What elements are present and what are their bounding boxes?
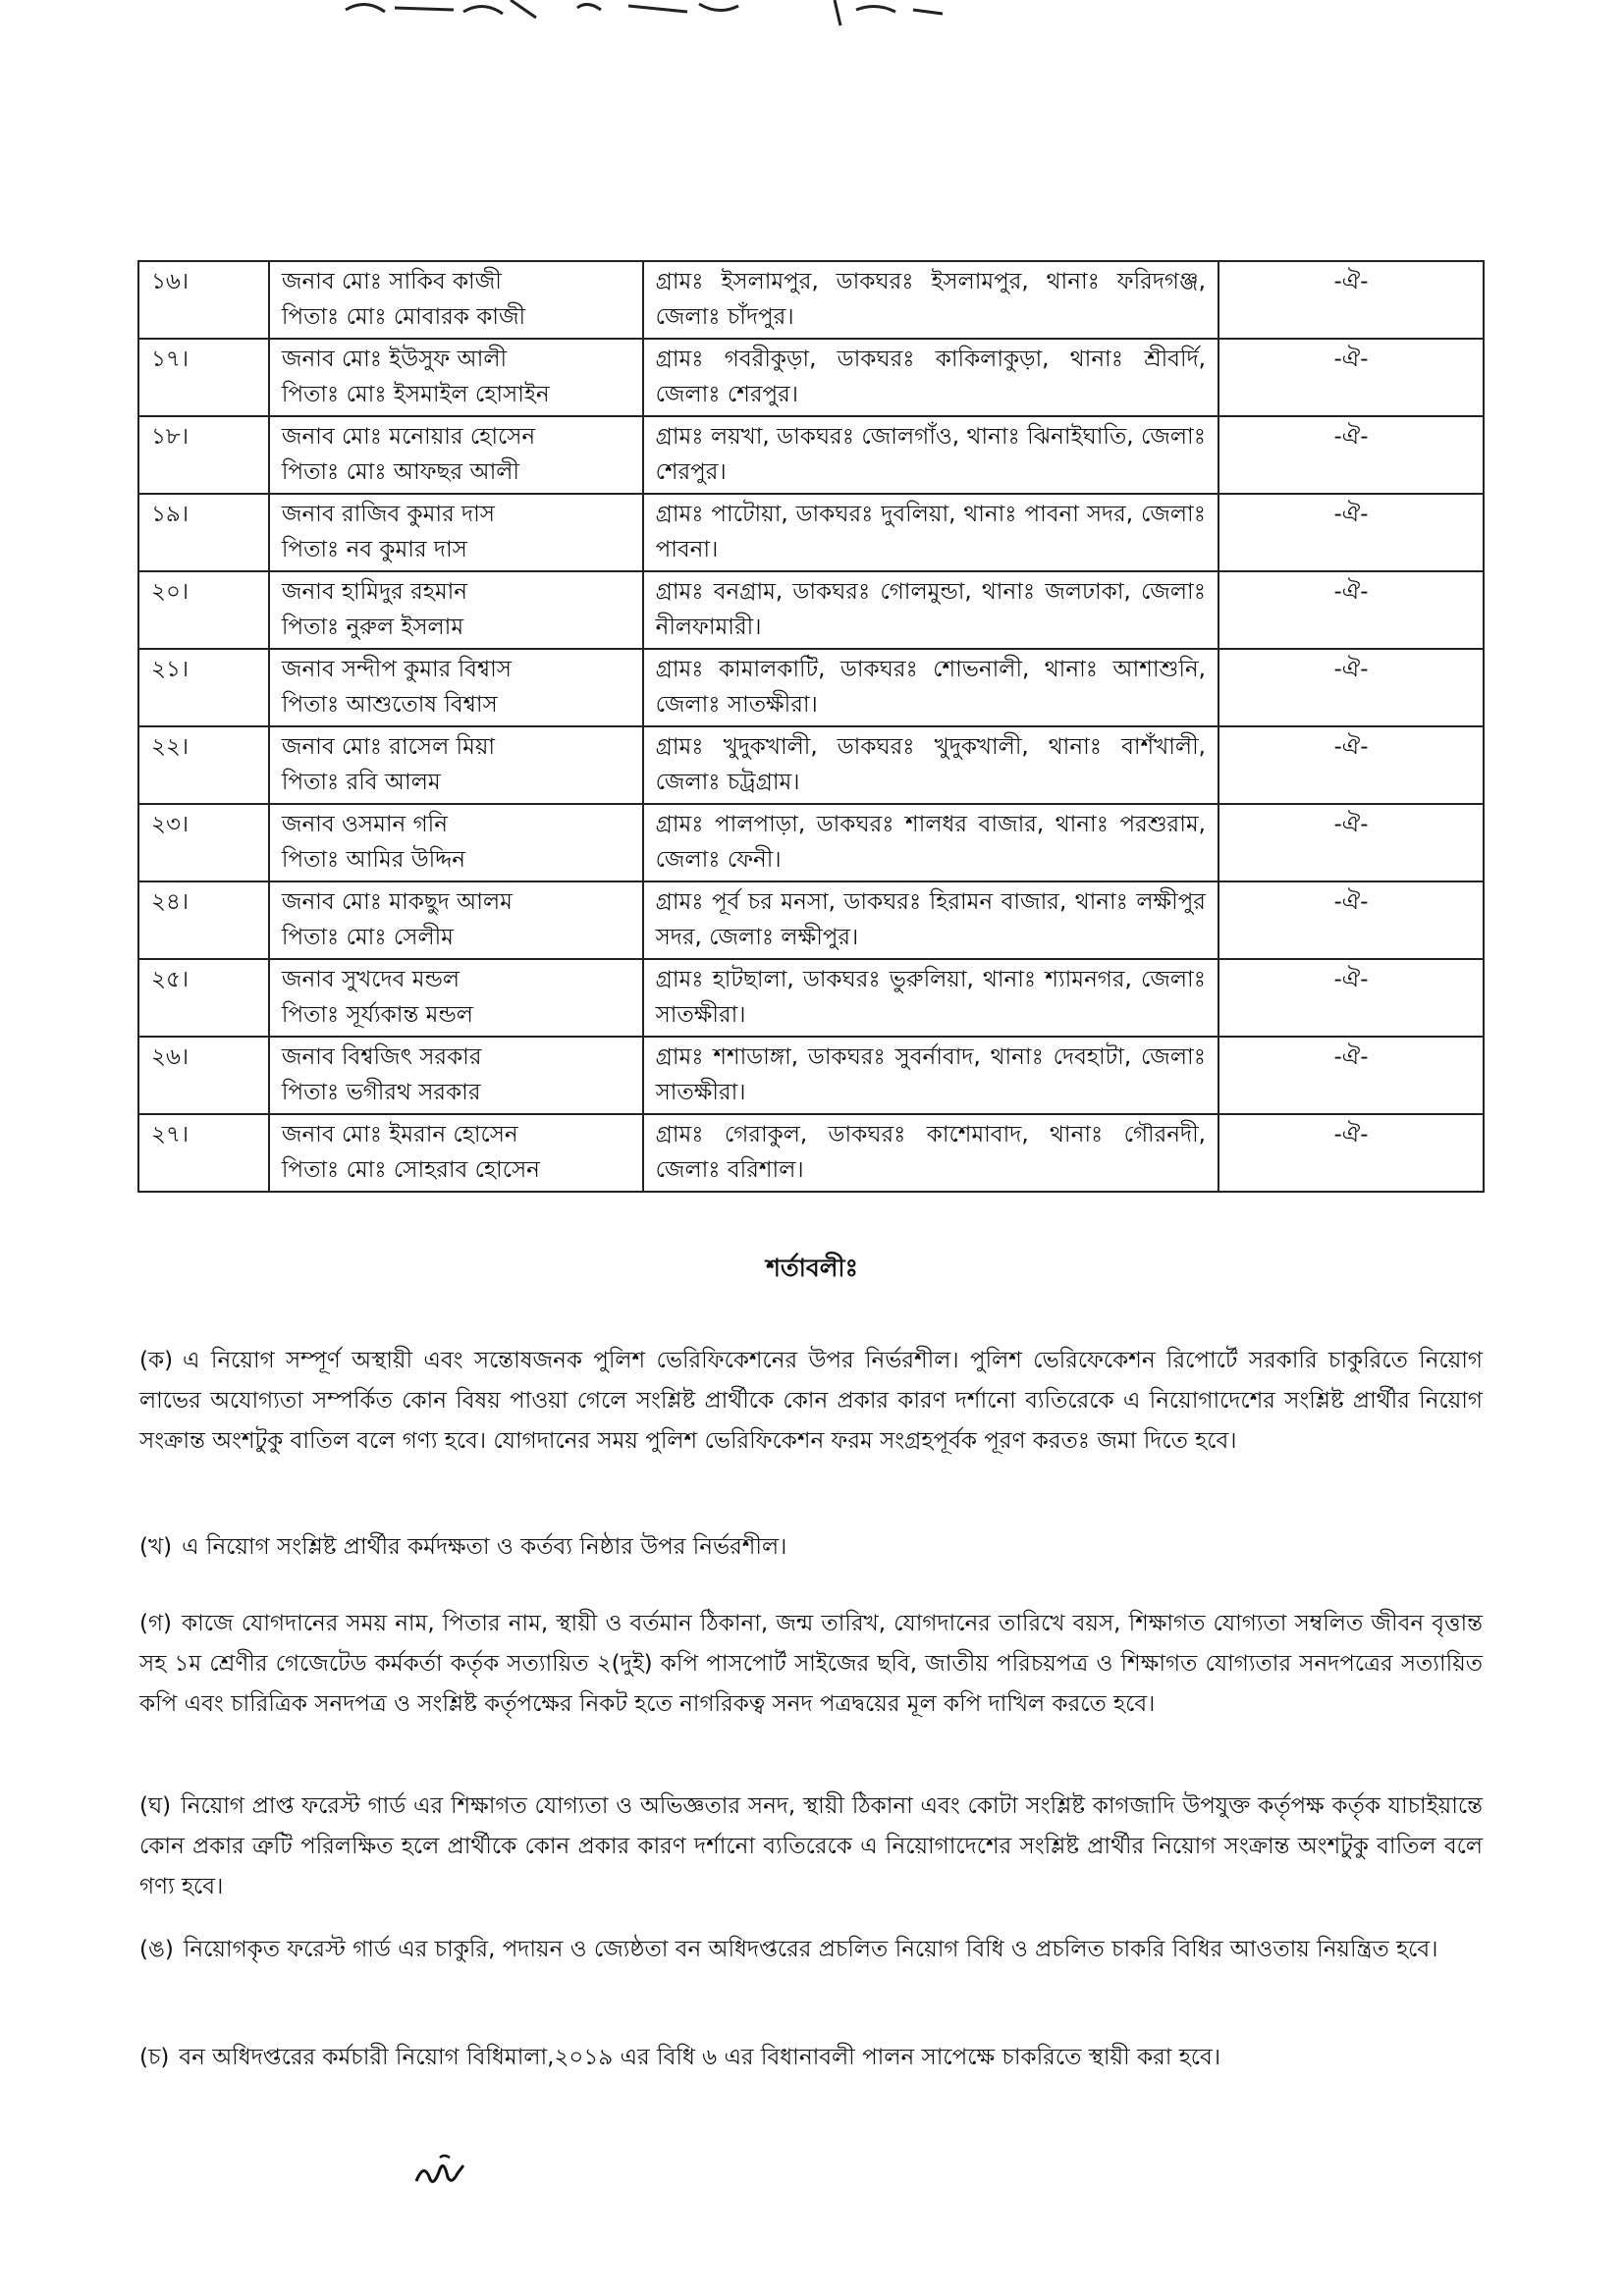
table-row	[138, 261, 1484, 339]
candidate-name: জনাব হামিদুর রহমান	[281, 579, 468, 605]
remark-cell: -ঐ-	[1218, 804, 1484, 881]
condition-marker: (ঙ)	[139, 1937, 174, 1962]
condition-marker: (চ)	[139, 2045, 170, 2070]
serial-cell: ২২।	[138, 726, 269, 804]
condition-text: বন অধিদপ্তরের কর্মচারী নিয়োগ বিধিমালা,২০১৯ এর বিধি ৬ এর বিধানাবলী পালন সাপেক্ষে চাকরিতে স্থায়ী করা হবে।	[179, 2045, 1221, 2070]
address-cell: গ্রামঃ কামালকাটি, ডাকঘরঃ শোভনালী, থানাঃ আশাশুনি, জেলাঃ সাতক্ষীরা।	[643, 649, 1218, 726]
serial-cell: ১৮।	[138, 416, 269, 494]
remark-cell: -ঐ-	[1218, 416, 1484, 494]
serial-cell: ২৪।	[138, 881, 269, 959]
remark-cell: -ঐ-	[1218, 261, 1484, 339]
address-cell: গ্রামঃ ইসলামপুর, ডাকঘরঃ ইসলামপুর, থানাঃ ফরিদগঞ্জ, জেলাঃ চাঁদপুর।	[643, 261, 1218, 339]
condition-text: এ নিয়োগ সম্পূর্ণ অস্থায়ী এবং সন্তোষজনক পুলিশ ভেরিফিকেশনের উপর নির্ভরশীল। পুলিশ ভেরিফেকেশন রিপোর্টে সরকারি চাকুরিতে নিয়োগ লাভের অযোগ্যতা সম্পর্কিত কোন বিষয় পাওয়া গেলে সংশ্লিষ্ট প্রার্থীকে কোন প্রকার কারণ দর্শানো ব্যতিরেকে এ নিয়োগাদেশের সংশ্লিষ্ট প্রার্থীর নিয়োগ সংক্রান্ত অংশটুকু বাতিল বলে গণ্য হবে। যোগদানের সময় পুলিশ ভেরিফিকেশন ফরম সংগ্রহপূর্বক পূরণ করতঃ জমা দিতে হবে।	[139, 1348, 1483, 1454]
name-cell	[269, 261, 643, 339]
remark-cell: -ঐ-	[1218, 959, 1484, 1037]
father-name: পিতাঃ মোঃ সেলীম	[281, 925, 454, 950]
name-cell	[269, 1037, 643, 1114]
address-cell: গ্রামঃ গবরীকুড়া, ডাকঘরঃ কাকিলাকুড়া, থানাঃ শ্রীবর্দি, জেলাঃ শেরপুর।	[643, 339, 1218, 416]
serial-cell: ২৬।	[138, 1037, 269, 1114]
condition-uma	[139, 1930, 1483, 1970]
candidate-name: জনাব ওসমান গনি	[281, 812, 448, 837]
table-row	[138, 416, 1484, 494]
address-cell: গ্রামঃ পালপাড়া, ডাকঘরঃ শালধর বাজার, থানাঃ পরশুরাম, জেলাঃ ফেনী।	[643, 804, 1218, 881]
name-cell	[269, 416, 643, 494]
father-name: পিতাঃ মোঃ ইসমাইল হোসাইন	[281, 382, 550, 407]
name-cell	[269, 726, 643, 804]
father-name: পিতাঃ আমির উদ্দিন	[281, 847, 465, 873]
table-row	[138, 1037, 1484, 1114]
condition-marker: (ঘ)	[139, 1793, 172, 1819]
father-name: পিতাঃ আশুতোষ বিশ্বাস	[281, 692, 498, 718]
name-cell	[269, 494, 643, 571]
table-row	[138, 881, 1484, 959]
father-name: পিতাঃ মোঃ সোহরাব হোসেন	[281, 1157, 540, 1183]
serial-cell: ১৯।	[138, 494, 269, 571]
conditions-heading: শর্তাবলীঃ	[766, 1254, 858, 1282]
table-row	[138, 804, 1484, 881]
name-cell	[269, 881, 643, 959]
father-name: পিতাঃ নব কুমার দাস	[281, 537, 467, 562]
candidate-name: জনাব মোঃ ইউসুফ আলী	[281, 347, 508, 372]
condition-ka	[139, 1341, 1483, 1462]
table-row	[138, 649, 1484, 726]
address-cell: গ্রামঃ বনগ্রাম, ডাকঘরঃ গোলমুন্ডা, থানাঃ জলঢাকা, জেলাঃ নীলফামারী।	[643, 571, 1218, 649]
remark-cell: -ঐ-	[1218, 881, 1484, 959]
candidate-name: জনাব রাজিব কুমার দাস	[281, 502, 495, 527]
address-cell: গ্রামঃ শশাডাঙ্গা, ডাকঘরঃ সুবর্নাবাদ, থানাঃ দেবহাটা, জেলাঃ সাতক্ষীরা।	[643, 1037, 1218, 1114]
table-row	[138, 1114, 1484, 1192]
father-name: পিতাঃ রবি আলম	[281, 770, 441, 795]
candidate-name: জনাব সুখদেব মন্ডল	[281, 967, 460, 992]
remark-cell: -ঐ-	[1218, 726, 1484, 804]
table-row	[138, 339, 1484, 416]
address-cell: গ্রামঃ লয়খা, ডাকঘরঃ জোলগাঁও, থানাঃ ঝিনাইঘাতি, জেলাঃ শেরপুর।	[643, 416, 1218, 494]
address-cell: গ্রামঃ গেরাকুল, ডাকঘরঃ কাশেমাবাদ, থানাঃ গৌরনদী, জেলাঃ বরিশাল।	[643, 1114, 1218, 1192]
condition-gha	[139, 1787, 1483, 1907]
candidate-name: জনাব মোঃ সাকিব কাজী	[281, 269, 502, 294]
name-cell	[269, 339, 643, 416]
table-row	[138, 726, 1484, 804]
condition-marker: (খ)	[139, 1534, 173, 1560]
candidate-table	[137, 260, 1485, 1193]
candidate-name: জনাব সন্দীপ কুমার বিশ্বাস	[281, 657, 512, 682]
serial-cell: ২৩।	[138, 804, 269, 881]
address-cell: গ্রামঃ পাটোয়া, ডাকঘরঃ দুবলিয়া, থানাঃ পাবনা সদর, জেলাঃ পাবনা।	[643, 494, 1218, 571]
condition-text: কাজে যোগদানের সময় নাম, পিতার নাম, স্থায়ী ও বর্তমান ঠিকানা, জন্ম তারিখ, যোগদানের তারিখে বয়স, শিক্ষাগত যোগ্যতা সম্বলিত জীবন বৃত্তান্ত সহ ১ম শ্রেণীর গেজেটেড কর্মকর্তা কর্তৃক সত্যায়িত ২(দুই) কপি পাসপোর্ট সাইজের ছবি, জাতীয় পরিচয়পত্র ও শিক্ষাগত যোগ্যতার সনদপত্রের সত্যায়িত কপি এবং চারিত্রিক সনদপত্র ও সংশ্লিষ্ট কর্তৃপক্ষের নিকট হতে নাগরিকত্ব সনদ পত্রদ্বয়ের মূল কপি দাখিল করতে হবে।	[139, 1611, 1483, 1717]
signature-mark	[410, 2152, 469, 2196]
address-cell: গ্রামঃ খুদুকখালী, ডাকঘরঃ খুদুকখালী, থানাঃ বাশঁখালী, জেলাঃ চট্রগ্রাম।	[643, 726, 1218, 804]
remark-cell: -ঐ-	[1218, 339, 1484, 416]
candidate-name: জনাব মোঃ মাকছুদ আলম	[281, 889, 513, 915]
condition-text: নিয়োগকৃত ফরেস্ট গার্ড এর চাকুরি, পদায়ন ও জ্যেষ্ঠতা বন অধিদপ্তরের প্রচলিত নিয়োগ বিধি ও প্রচলিত চাকরি বিধির আওতায় নিয়ন্ত্রিত হবে।	[183, 1937, 1438, 1962]
father-name: পিতাঃ মোঃ আফছর আলী	[281, 459, 519, 485]
serial-cell: ২৭।	[138, 1114, 269, 1192]
father-name: পিতাঃ সূর্য্যকান্ত মন্ডল	[281, 1002, 473, 1028]
name-cell	[269, 571, 643, 649]
name-cell	[269, 959, 643, 1037]
candidate-name: জনাব মোঃ মনোয়ার হোসেন	[281, 424, 536, 450]
serial-cell: ২৫।	[138, 959, 269, 1037]
table-row	[138, 959, 1484, 1037]
remark-cell: -ঐ-	[1218, 1037, 1484, 1114]
name-cell	[269, 1114, 643, 1192]
condition-marker: (গ)	[139, 1611, 173, 1636]
condition-ga	[139, 1604, 1483, 1725]
table-row	[138, 571, 1484, 649]
address-cell: গ্রামঃ হাটছালা, ডাকঘরঃ ভুরুলিয়া, থানাঃ শ্যামনগর, জেলাঃ সাতক্ষীরা।	[643, 959, 1218, 1037]
condition-text: এ নিয়োগ সংশ্লিষ্ট প্রার্থীর কর্মদক্ষতা ও কর্তব্য নিষ্ঠার উপর নির্ভরশীল।	[182, 1534, 787, 1560]
serial-cell: ১৭।	[138, 339, 269, 416]
serial-cell: ২১।	[138, 649, 269, 726]
candidate-name: জনাব মোঃ রাসেল মিয়া	[281, 734, 496, 760]
remark-cell: -ঐ-	[1218, 571, 1484, 649]
remark-cell: -ঐ-	[1218, 494, 1484, 571]
candidate-name: জনাব বিশ্বজিৎ সরকার	[281, 1044, 482, 1070]
condition-marker: (ক)	[139, 1348, 174, 1373]
serial-cell: ১৬।	[138, 261, 269, 339]
name-cell	[269, 804, 643, 881]
address-cell: গ্রামঃ পূর্ব চর মনসা, ডাকঘরঃ হিরামন বাজার, থানাঃ লক্ষীপুর সদর, জেলাঃ লক্ষীপুর।	[643, 881, 1218, 959]
condition-text: নিয়োগ প্রাপ্ত ফরেস্ট গার্ড এর শিক্ষাগত যোগ্যতা ও অভিজ্ঞতার সনদ, স্থায়ী ঠিকানা এবং কোটা সংশ্লিষ্ট কাগজাদি উপযুক্ত কর্তৃপক্ষ কর্তৃক যাচাইয়ান্তে কোন প্রকার ত্রুটি পরিলক্ষিত হলে প্রার্থীকে কোন প্রকার কারণ দর্শানো ব্যতিরেকে এ নিয়োগাদেশের সংশ্লিষ্ট প্রার্থীর নিয়োগ সংক্রান্ত অংশটুকু বাতিল বলে গণ্য হবে।	[139, 1793, 1483, 1899]
name-cell	[269, 649, 643, 726]
cut-off-handwriting-scrawl	[0, 0, 1624, 39]
candidate-name: জনাব মোঃ ইমরান হোসেন	[281, 1122, 518, 1148]
father-name: পিতাঃ মোঃ মোবারক কাজী	[281, 304, 526, 330]
remark-cell: -ঐ-	[1218, 649, 1484, 726]
remark-cell: -ঐ-	[1218, 1114, 1484, 1192]
serial-cell: ২০।	[138, 571, 269, 649]
father-name: পিতাঃ নুরুল ইসলাম	[281, 614, 464, 640]
condition-kha	[139, 1527, 1483, 1568]
father-name: পিতাঃ ভগীরথ সরকার	[281, 1080, 481, 1105]
condition-cha	[139, 2038, 1483, 2078]
table-row	[138, 494, 1484, 571]
